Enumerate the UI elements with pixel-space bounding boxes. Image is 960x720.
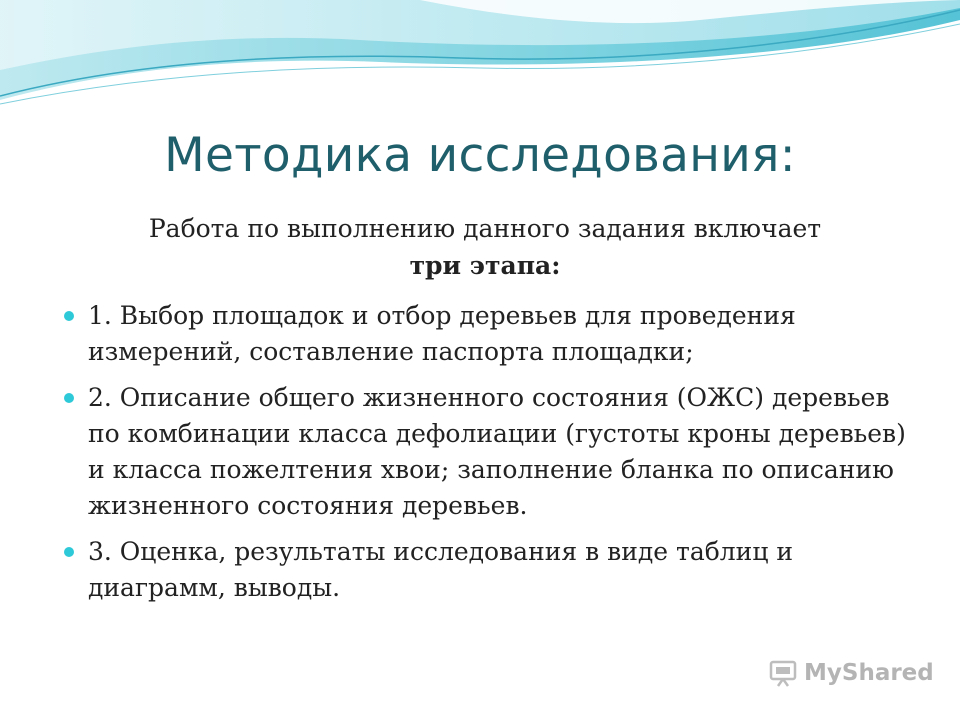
bullet-dot-icon (64, 393, 74, 403)
presentation-board-icon (768, 658, 798, 688)
list-item-text: 2. Описание общего жизненного состояния (ОЖС) деревьев по комбинации класса дефолиации (густоты кроны деревьев) и класса пожелтения хвои; заполнение бланка по описанию жизненного состояния деревьев. (88, 383, 906, 520)
stage-list (62, 298, 922, 616)
list-item (62, 298, 922, 370)
bullet-dot-icon (64, 547, 74, 557)
intro-emphasis: три этапа: (409, 251, 561, 280)
slide-title: Методика исследования: (164, 128, 796, 183)
list-item-text: 1. Выбор площадок и отбор деревьев для проведения измерений, составление паспорта площадки; (88, 301, 796, 366)
list-item (62, 380, 922, 524)
watermark-text: MyShared (804, 660, 934, 686)
bullet-dot-icon (64, 311, 74, 321)
intro-text: Работа по выполнению данного задания включает (148, 214, 822, 243)
list-item (62, 534, 922, 606)
myshared-watermark (768, 656, 934, 690)
intro-paragraph (60, 210, 910, 284)
list-item-text: 3. Оценка, результаты исследования в виде таблиц и диаграмм, выводы. (88, 537, 794, 602)
wave-header-decoration (0, 0, 960, 120)
